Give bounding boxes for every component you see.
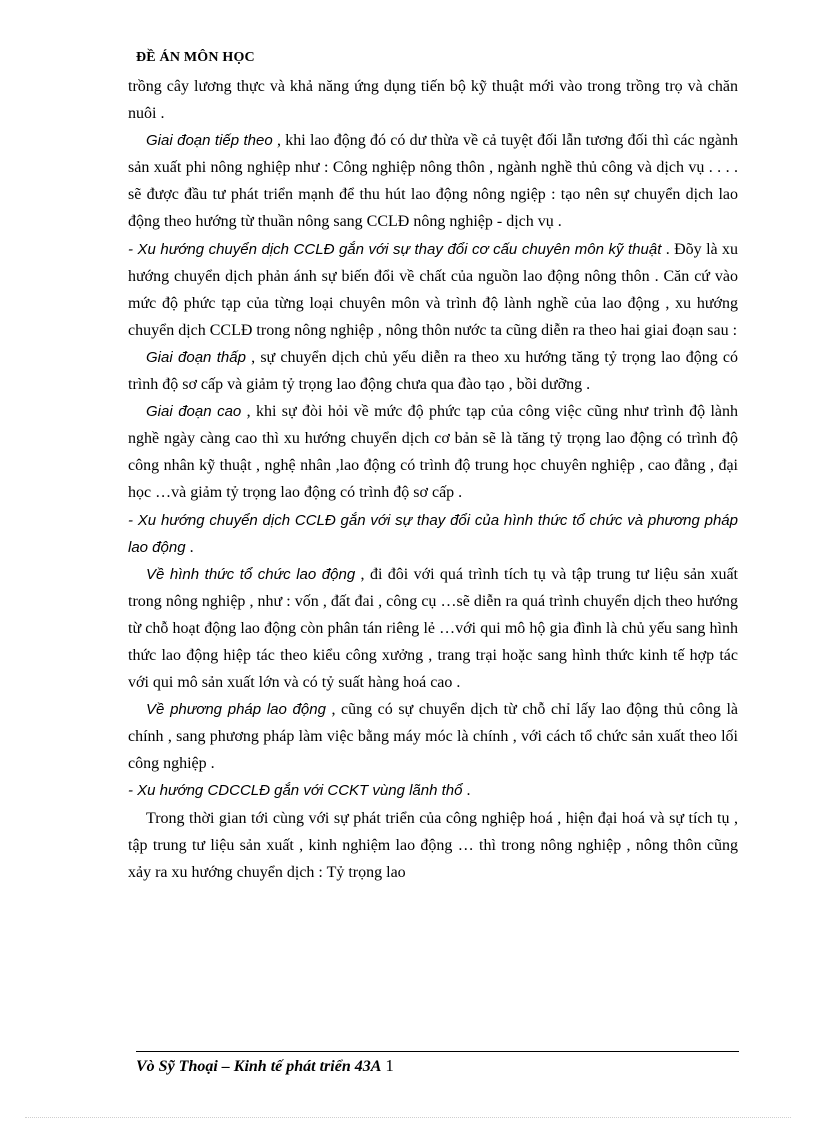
paragraph-text: . (462, 782, 471, 800)
page-number: 1 (385, 1056, 394, 1075)
body-text (128, 73, 738, 886)
footer (136, 1056, 394, 1076)
paragraph-text: , khi sự đòi hỏi về mức độ phức tạp của công việc cũng như trình độ lành nghề ngày càng cao thì xu hướng chuyển dịch cơ bản sẽ là tăng tỷ trọng lao động có trình độ công nhân kỹ thuật , nghệ nhân ,lao động có trình độ trung học chuyên nghiệp , cao đẳng , đại học …và giảm tỷ trọng lao động có trình độ sơ cấp . (128, 403, 738, 502)
paragraph-4 (128, 344, 738, 398)
paragraph-text: , khi lao động đó có dư thừa về cả tuyệt đối lẫn tương đối thì các ngành sản xuất phi nông nghiệp như : Công nghiệp nông thôn , ngành nghề thủ công và dịch vụ . . . . sẽ được đầu tư phát triển mạnh để thu hút lao động nông ngiệp : tạo nên sự chuyển dịch lao động theo hướng từ thuần nông sang CCLĐ nông nghiệp - dịch vụ . (128, 132, 739, 231)
paragraph-text: trồng cây lương thực và khả năng ứng dụng tiến bộ kỹ thuật mới vào trong trồng trọ và chăn nuôi . (128, 78, 738, 123)
paragraph-10 (128, 805, 738, 886)
italic-lead: - Xu hướng chuyển dịch CCLĐ gắn với sự thay đổi của hình thức tổ chức và phương pháp lao động (128, 511, 738, 556)
italic-lead: - Xu hướng CDCCLĐ gắn với CCKT vùng lãnh thổ (128, 782, 463, 800)
italic-lead: Giai đoạn tiếp theo (146, 132, 273, 150)
italic-lead: Giai đoạn cao (146, 403, 242, 421)
paragraph-text: , cũng có sự chuyển dịch từ chỗ chỉ lấy lao động thủ công là chính , sang phương pháp làm việc bằng máy móc là chính , với cách tổ chức sản xuất theo lối công nghiệp . (128, 701, 738, 773)
paragraph-text: . Đõy là xu hướng chuyển dịch phản ánh sự biến đổi về chất của nguồn lao động nông thôn . Căn cứ vào mức độ phức tạp của từng loại chuyên môn và trình độ lành nghề của lao động , xu hướng chuyển dịch CCLĐ trong nông nghiệp , nông thôn nước ta cũng diễn ra theo hai giai đoạn sau : (128, 240, 738, 339)
header-title: ĐỀ ÁN MÔN HỌC (136, 50, 255, 65)
paragraph-text: Trong thời gian tới cùng với sự phát triển của công nghiệp hoá , hiện đại hoá và sự tích tụ , tập trung tư liệu sản xuất , kinh nghiệm lao động … thì trong nông nghiệp , nông thôn cũng xảy ra xu hướng chuyển dịch : Tỷ trọng lao (128, 809, 738, 881)
paragraph-text: , sự chuyển dịch chủ yếu diễn ra theo xu hướng tăng tỷ trọng lao động có trình độ sơ cấp và giảm tỷ trọng lao động chưa qua đào tạo , bồi dưỡng . (128, 348, 739, 394)
italic-lead: Về hình thức tổ chức lao động (146, 565, 356, 583)
paragraph-5 (128, 398, 738, 506)
paragraph-7 (128, 561, 738, 696)
paragraph-text: , đi đôi với quá trình tích tụ và tập trung tư liệu sản xuất trong nông nghiệp , như : vốn , đất đai , công cụ …sẽ diễn ra quá trình chuyển dịch theo hướng từ chỗ hoạt động lao động còn phân tán riêng lẻ …với qui mô hộ gia đình là chủ yếu sang hình thức lao động hiệp tác theo kiểu công xưởng , trang trại hoặc sang hình thức kinh tế hợp tác với qui mô sản xuất lớn và có tỷ suất hàng hoá cao . (128, 565, 738, 692)
paragraph-2 (128, 127, 738, 235)
paragraph-1 (128, 73, 738, 127)
paragraph-8 (128, 696, 738, 777)
italic-lead: Giai đoạn thấp (146, 348, 246, 366)
paragraph-3 (128, 236, 738, 344)
footer-divider (136, 1051, 739, 1052)
paragraph-9 (128, 777, 738, 804)
italic-lead: Về phương pháp lao động (146, 701, 326, 719)
footer-author: Vò Sỹ Thoại – Kinh tế phát triển 43A (136, 1058, 382, 1075)
paragraph-6 (128, 507, 738, 561)
paragraph-text: . (185, 538, 194, 556)
page-bottom-divider (25, 1117, 791, 1118)
italic-lead: - Xu hướng chuyển dịch CCLĐ gắn với sự thay đổi cơ cấu chuyên môn kỹ thuật (128, 240, 662, 258)
